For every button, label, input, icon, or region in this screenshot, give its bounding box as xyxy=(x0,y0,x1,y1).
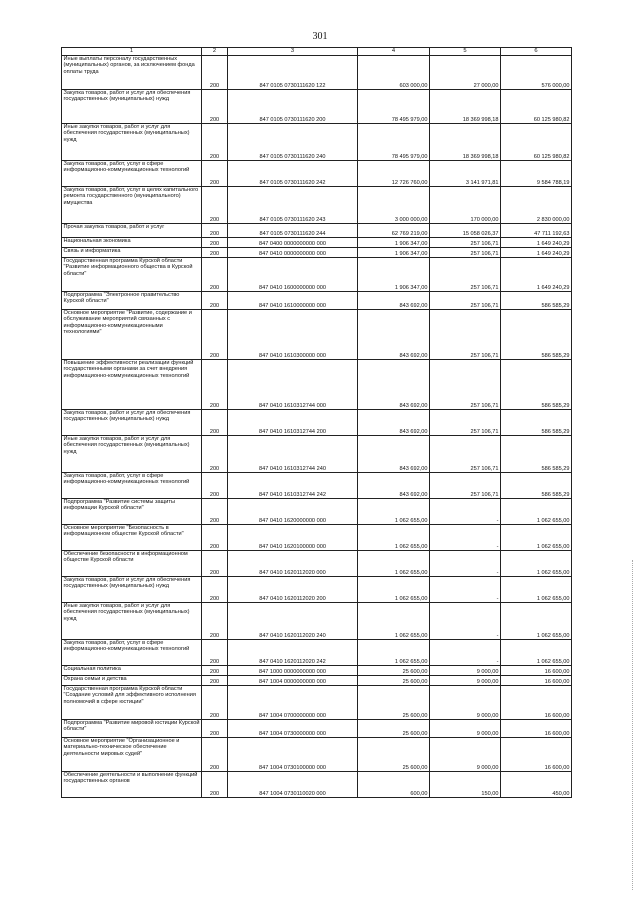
row-code: 847 0105 0730111620 242 xyxy=(228,161,358,187)
row-value-5: 170 000,00 xyxy=(430,187,501,224)
row-value-6: 47 711 192,63 xyxy=(501,224,572,238)
row-value-5: 257 106,71 xyxy=(430,436,501,473)
row-value-4: 843 692,00 xyxy=(358,292,430,310)
row-column-2: 200 xyxy=(202,686,228,720)
row-value-4: 1 062 655,00 xyxy=(358,577,430,603)
table-row xyxy=(62,187,572,224)
row-column-2: 200 xyxy=(202,410,228,436)
row-value-6: 1 062 655,00 xyxy=(501,640,572,666)
column-header: 5 xyxy=(430,48,501,56)
row-value-4: 25 600,00 xyxy=(358,738,430,772)
row-column-2: 200 xyxy=(202,772,228,798)
row-value-6: 1 062 655,00 xyxy=(501,577,572,603)
row-value-5: 18 369 998,18 xyxy=(430,124,501,161)
row-value-5: 257 106,71 xyxy=(430,360,501,410)
row-code: 847 0105 0730111620 240 xyxy=(228,124,358,161)
row-column-2: 200 xyxy=(202,161,228,187)
row-value-5: 257 106,71 xyxy=(430,238,501,248)
row-value-6: 60 125 980,82 xyxy=(501,90,572,124)
row-value-5: 15 058 026,37 xyxy=(430,224,501,238)
row-value-4: 843 692,00 xyxy=(358,410,430,436)
row-column-2: 200 xyxy=(202,187,228,224)
row-value-5: 27 000,00 xyxy=(430,56,501,90)
row-code: 847 0410 1610312744 200 xyxy=(228,410,358,436)
table-row xyxy=(62,525,572,551)
row-name: Социальная политика xyxy=(62,666,202,676)
row-code: 847 0400 0000000000 000 xyxy=(228,238,358,248)
row-value-5: - xyxy=(430,499,501,525)
row-value-6: 16 600,00 xyxy=(501,686,572,720)
row-code: 847 0410 1610300000 000 xyxy=(228,310,358,360)
row-value-5: 257 106,71 xyxy=(430,410,501,436)
table-row xyxy=(62,310,572,360)
row-value-6: 16 600,00 xyxy=(501,738,572,772)
table-row xyxy=(62,56,572,90)
row-name: Обеспечение безопасности в информационном обществе Курской области xyxy=(62,551,202,577)
column-header: 6 xyxy=(501,48,572,56)
row-value-4: 25 600,00 xyxy=(358,666,430,676)
row-value-6: 586 585,29 xyxy=(501,360,572,410)
row-value-6: 1 062 655,00 xyxy=(501,525,572,551)
row-value-5: 9 000,00 xyxy=(430,666,501,676)
row-name: Прочая закупка товаров, работ и услуг xyxy=(62,224,202,238)
row-value-6: 586 585,29 xyxy=(501,292,572,310)
row-name: Закупка товаров, работ, услуг в сфере информационно-коммуникационных технологий xyxy=(62,640,202,666)
row-code: 847 0410 1610312744 000 xyxy=(228,360,358,410)
row-column-2: 200 xyxy=(202,258,228,292)
row-column-2: 200 xyxy=(202,248,228,258)
row-column-2: 200 xyxy=(202,551,228,577)
row-value-6: 1 062 655,00 xyxy=(501,499,572,525)
row-value-5: 9 000,00 xyxy=(430,738,501,772)
row-code: 847 0410 1610000000 000 xyxy=(228,292,358,310)
row-value-5: 9 000,00 xyxy=(430,686,501,720)
row-name: Иные закупки товаров, работ и услуг для обеспечения государственных (муниципальных) нужд xyxy=(62,603,202,640)
row-column-2: 200 xyxy=(202,603,228,640)
row-value-5: 257 106,71 xyxy=(430,292,501,310)
table-row xyxy=(62,772,572,798)
row-value-5: 150,00 xyxy=(430,772,501,798)
row-column-2: 200 xyxy=(202,640,228,666)
row-column-2: 200 xyxy=(202,676,228,686)
row-value-6: 9 584 788,19 xyxy=(501,161,572,187)
row-value-4: 1 906 347,00 xyxy=(358,258,430,292)
row-value-4: 1 062 655,00 xyxy=(358,551,430,577)
row-code: 847 0410 1620112020 240 xyxy=(228,603,358,640)
row-name: Охрана семьи и детства xyxy=(62,676,202,686)
row-code: 847 0410 1610312744 240 xyxy=(228,436,358,473)
row-value-5: 9 000,00 xyxy=(430,720,501,738)
row-column-2: 200 xyxy=(202,90,228,124)
row-code: 847 0105 0730111620 200 xyxy=(228,90,358,124)
row-code: 847 1004 0000000000 000 xyxy=(228,676,358,686)
row-column-2: 200 xyxy=(202,56,228,90)
table-row xyxy=(62,720,572,738)
row-value-6: 60 125 980,82 xyxy=(501,124,572,161)
table-header-row xyxy=(62,48,572,56)
row-value-5: - xyxy=(430,551,501,577)
row-value-4: 600,00 xyxy=(358,772,430,798)
table-row xyxy=(62,666,572,676)
row-value-6: 576 000,00 xyxy=(501,56,572,90)
row-value-6: 2 830 000,00 xyxy=(501,187,572,224)
row-name: Закупка товаров, работ и услуг для обеспечения государственных (муниципальных) нужд xyxy=(62,410,202,436)
row-value-4: 25 600,00 xyxy=(358,676,430,686)
row-value-4: 843 692,00 xyxy=(358,360,430,410)
row-value-6: 1 062 655,00 xyxy=(501,603,572,640)
row-value-6: 586 585,29 xyxy=(501,410,572,436)
row-value-4: 25 600,00 xyxy=(358,720,430,738)
row-value-4: 1 062 655,00 xyxy=(358,640,430,666)
table-row xyxy=(62,686,572,720)
table-row xyxy=(62,292,572,310)
row-name: Закупка товаров, работ, услуг в сфере информационно-коммуникационных технологий xyxy=(62,473,202,499)
row-name: Подпрограмма "Развитие системы защиты информации Курской области" xyxy=(62,499,202,525)
row-value-4: 843 692,00 xyxy=(358,436,430,473)
row-value-6: 1 649 240,29 xyxy=(501,238,572,248)
row-column-2: 200 xyxy=(202,310,228,360)
row-value-6: 450,00 xyxy=(501,772,572,798)
row-value-6: 1 649 240,29 xyxy=(501,248,572,258)
table-row xyxy=(62,473,572,499)
table-row xyxy=(62,577,572,603)
row-value-4: 78 495 979,00 xyxy=(358,90,430,124)
row-name: Национальная экономика xyxy=(62,238,202,248)
row-code: 847 0105 0730111620 122 xyxy=(228,56,358,90)
row-name: Государственная программа Курской области "Развитие информационного общества в Курской области" xyxy=(62,258,202,292)
row-code: 847 1004 0700000000 000 xyxy=(228,686,358,720)
row-value-4: 62 769 219,00 xyxy=(358,224,430,238)
row-value-4: 1 906 347,00 xyxy=(358,248,430,258)
row-column-2: 200 xyxy=(202,224,228,238)
row-value-4: 3 000 000,00 xyxy=(358,187,430,224)
row-column-2: 200 xyxy=(202,238,228,248)
row-name: Государственная программа Курской области "Создание условий для эффективного исполнения полномочий в сфере юстиции" xyxy=(62,686,202,720)
row-value-6: 16 600,00 xyxy=(501,720,572,738)
row-code: 847 0105 0730111620 244 xyxy=(228,224,358,238)
row-value-5: 257 106,71 xyxy=(430,310,501,360)
row-column-2: 200 xyxy=(202,360,228,410)
row-name: Закупка товаров, работ, услуг в целях капитального ремонта государственного (муниципального) имущества xyxy=(62,187,202,224)
row-code: 847 0410 1620100000 000 xyxy=(228,525,358,551)
row-column-2: 200 xyxy=(202,499,228,525)
row-value-5: - xyxy=(430,577,501,603)
row-value-5: 257 106,71 xyxy=(430,248,501,258)
row-column-2: 200 xyxy=(202,525,228,551)
row-name: Закупка товаров, работ, услуг в сфере информационно-коммуникационных технологий xyxy=(62,161,202,187)
table-row xyxy=(62,640,572,666)
table-row xyxy=(62,499,572,525)
row-name: Подпрограмма "Развитие мировой юстиции Курской области" xyxy=(62,720,202,738)
row-code: 847 0410 1620112020 242 xyxy=(228,640,358,666)
table-row xyxy=(62,603,572,640)
row-value-4: 78 495 979,00 xyxy=(358,124,430,161)
row-value-5: - xyxy=(430,640,501,666)
row-value-4: 12 726 760,00 xyxy=(358,161,430,187)
row-column-2: 200 xyxy=(202,720,228,738)
row-value-6: 16 600,00 xyxy=(501,676,572,686)
row-code: 847 0410 1600000000 000 xyxy=(228,258,358,292)
row-value-5: 257 106,71 xyxy=(430,473,501,499)
row-code: 847 1000 0000000000 000 xyxy=(228,666,358,676)
row-code: 847 0410 1610312744 242 xyxy=(228,473,358,499)
row-name: Закупка товаров, работ и услуг для обеспечения государственных (муниципальных) нужд xyxy=(62,90,202,124)
row-name: Связь и информатика xyxy=(62,248,202,258)
row-value-6: 1 062 655,00 xyxy=(501,551,572,577)
row-value-5: - xyxy=(430,525,501,551)
row-column-2: 200 xyxy=(202,436,228,473)
row-column-2: 200 xyxy=(202,577,228,603)
row-column-2: 200 xyxy=(202,124,228,161)
row-code: 847 1004 0730100000 000 xyxy=(228,738,358,772)
row-code: 847 1004 0730000000 000 xyxy=(228,720,358,738)
row-column-2: 200 xyxy=(202,738,228,772)
budget-table xyxy=(61,47,572,798)
row-name: Основное мероприятие "Развитие, содержание и обслуживание мероприятий связанных с информационно-коммуникационными технологиями" xyxy=(62,310,202,360)
column-header: 2 xyxy=(202,48,228,56)
table-row xyxy=(62,410,572,436)
row-name: Иные закупки товаров, работ и услуг для обеспечения государственных (муниципальных) нужд xyxy=(62,436,202,473)
row-code: 847 0410 0000000000 000 xyxy=(228,248,358,258)
table-row xyxy=(62,248,572,258)
row-value-5: 9 000,00 xyxy=(430,676,501,686)
table-row xyxy=(62,676,572,686)
row-value-4: 25 600,00 xyxy=(358,686,430,720)
column-header: 1 xyxy=(62,48,202,56)
table-row xyxy=(62,258,572,292)
row-value-6: 586 585,29 xyxy=(501,310,572,360)
row-value-4: 1 062 655,00 xyxy=(358,499,430,525)
row-value-4: 843 692,00 xyxy=(358,310,430,360)
row-column-2: 200 xyxy=(202,473,228,499)
row-name: Повышение эффективности реализации функций государственными органами за счет внедрения информационно-коммуникационных технологий xyxy=(62,360,202,410)
row-name: Иные выплаты персоналу государственных (муниципальных) органов, за исключением фонда оплаты труда xyxy=(62,56,202,90)
row-name: Иные закупки товаров, работ и услуг для обеспечения государственных (муниципальных) нужд xyxy=(62,124,202,161)
table-row xyxy=(62,551,572,577)
column-header: 3 xyxy=(228,48,358,56)
table-row xyxy=(62,161,572,187)
table-row xyxy=(62,224,572,238)
row-column-2: 200 xyxy=(202,666,228,676)
row-value-4: 1 062 655,00 xyxy=(358,525,430,551)
row-code: 847 0410 1620112020 200 xyxy=(228,577,358,603)
row-value-5: 257 106,71 xyxy=(430,258,501,292)
row-value-5: 18 369 998,18 xyxy=(430,90,501,124)
row-value-6: 16 600,00 xyxy=(501,666,572,676)
row-value-5: - xyxy=(430,603,501,640)
row-name: Закупка товаров, работ и услуг для обеспечения государственных (муниципальных) нужд xyxy=(62,577,202,603)
row-code: 847 0410 1620112020 000 xyxy=(228,551,358,577)
row-value-6: 1 649 240,29 xyxy=(501,258,572,292)
table-row xyxy=(62,436,572,473)
row-name: Основное мероприятие "Безопасность в информационном обществе Курской области" xyxy=(62,525,202,551)
scan-edge-line xyxy=(632,560,634,890)
row-code: 847 0105 0730111620 243 xyxy=(228,187,358,224)
row-value-5: 3 141 971,81 xyxy=(430,161,501,187)
row-value-4: 1 906 347,00 xyxy=(358,238,430,248)
row-value-6: 586 585,29 xyxy=(501,473,572,499)
table-row xyxy=(62,360,572,410)
table-row xyxy=(62,238,572,248)
row-value-6: 586 585,29 xyxy=(501,436,572,473)
row-name: Обеспечение деятельности и выполнение функций государственных органов xyxy=(62,772,202,798)
row-value-4: 843 692,00 xyxy=(358,473,430,499)
table-row xyxy=(62,90,572,124)
row-name: Основное мероприятие "Организационное и материально-техническое обеспечение деятельности мировых судей" xyxy=(62,738,202,772)
row-value-4: 1 062 655,00 xyxy=(358,603,430,640)
column-header: 4 xyxy=(358,48,430,56)
row-column-2: 200 xyxy=(202,292,228,310)
row-code: 847 0410 1620000000 000 xyxy=(228,499,358,525)
table-row xyxy=(62,124,572,161)
page-number: 301 xyxy=(312,31,328,42)
row-name: Подпрограмма "Электронное правительство Курской области" xyxy=(62,292,202,310)
table-row xyxy=(62,738,572,772)
row-value-4: 603 000,00 xyxy=(358,56,430,90)
row-code: 847 1004 0730110020 000 xyxy=(228,772,358,798)
